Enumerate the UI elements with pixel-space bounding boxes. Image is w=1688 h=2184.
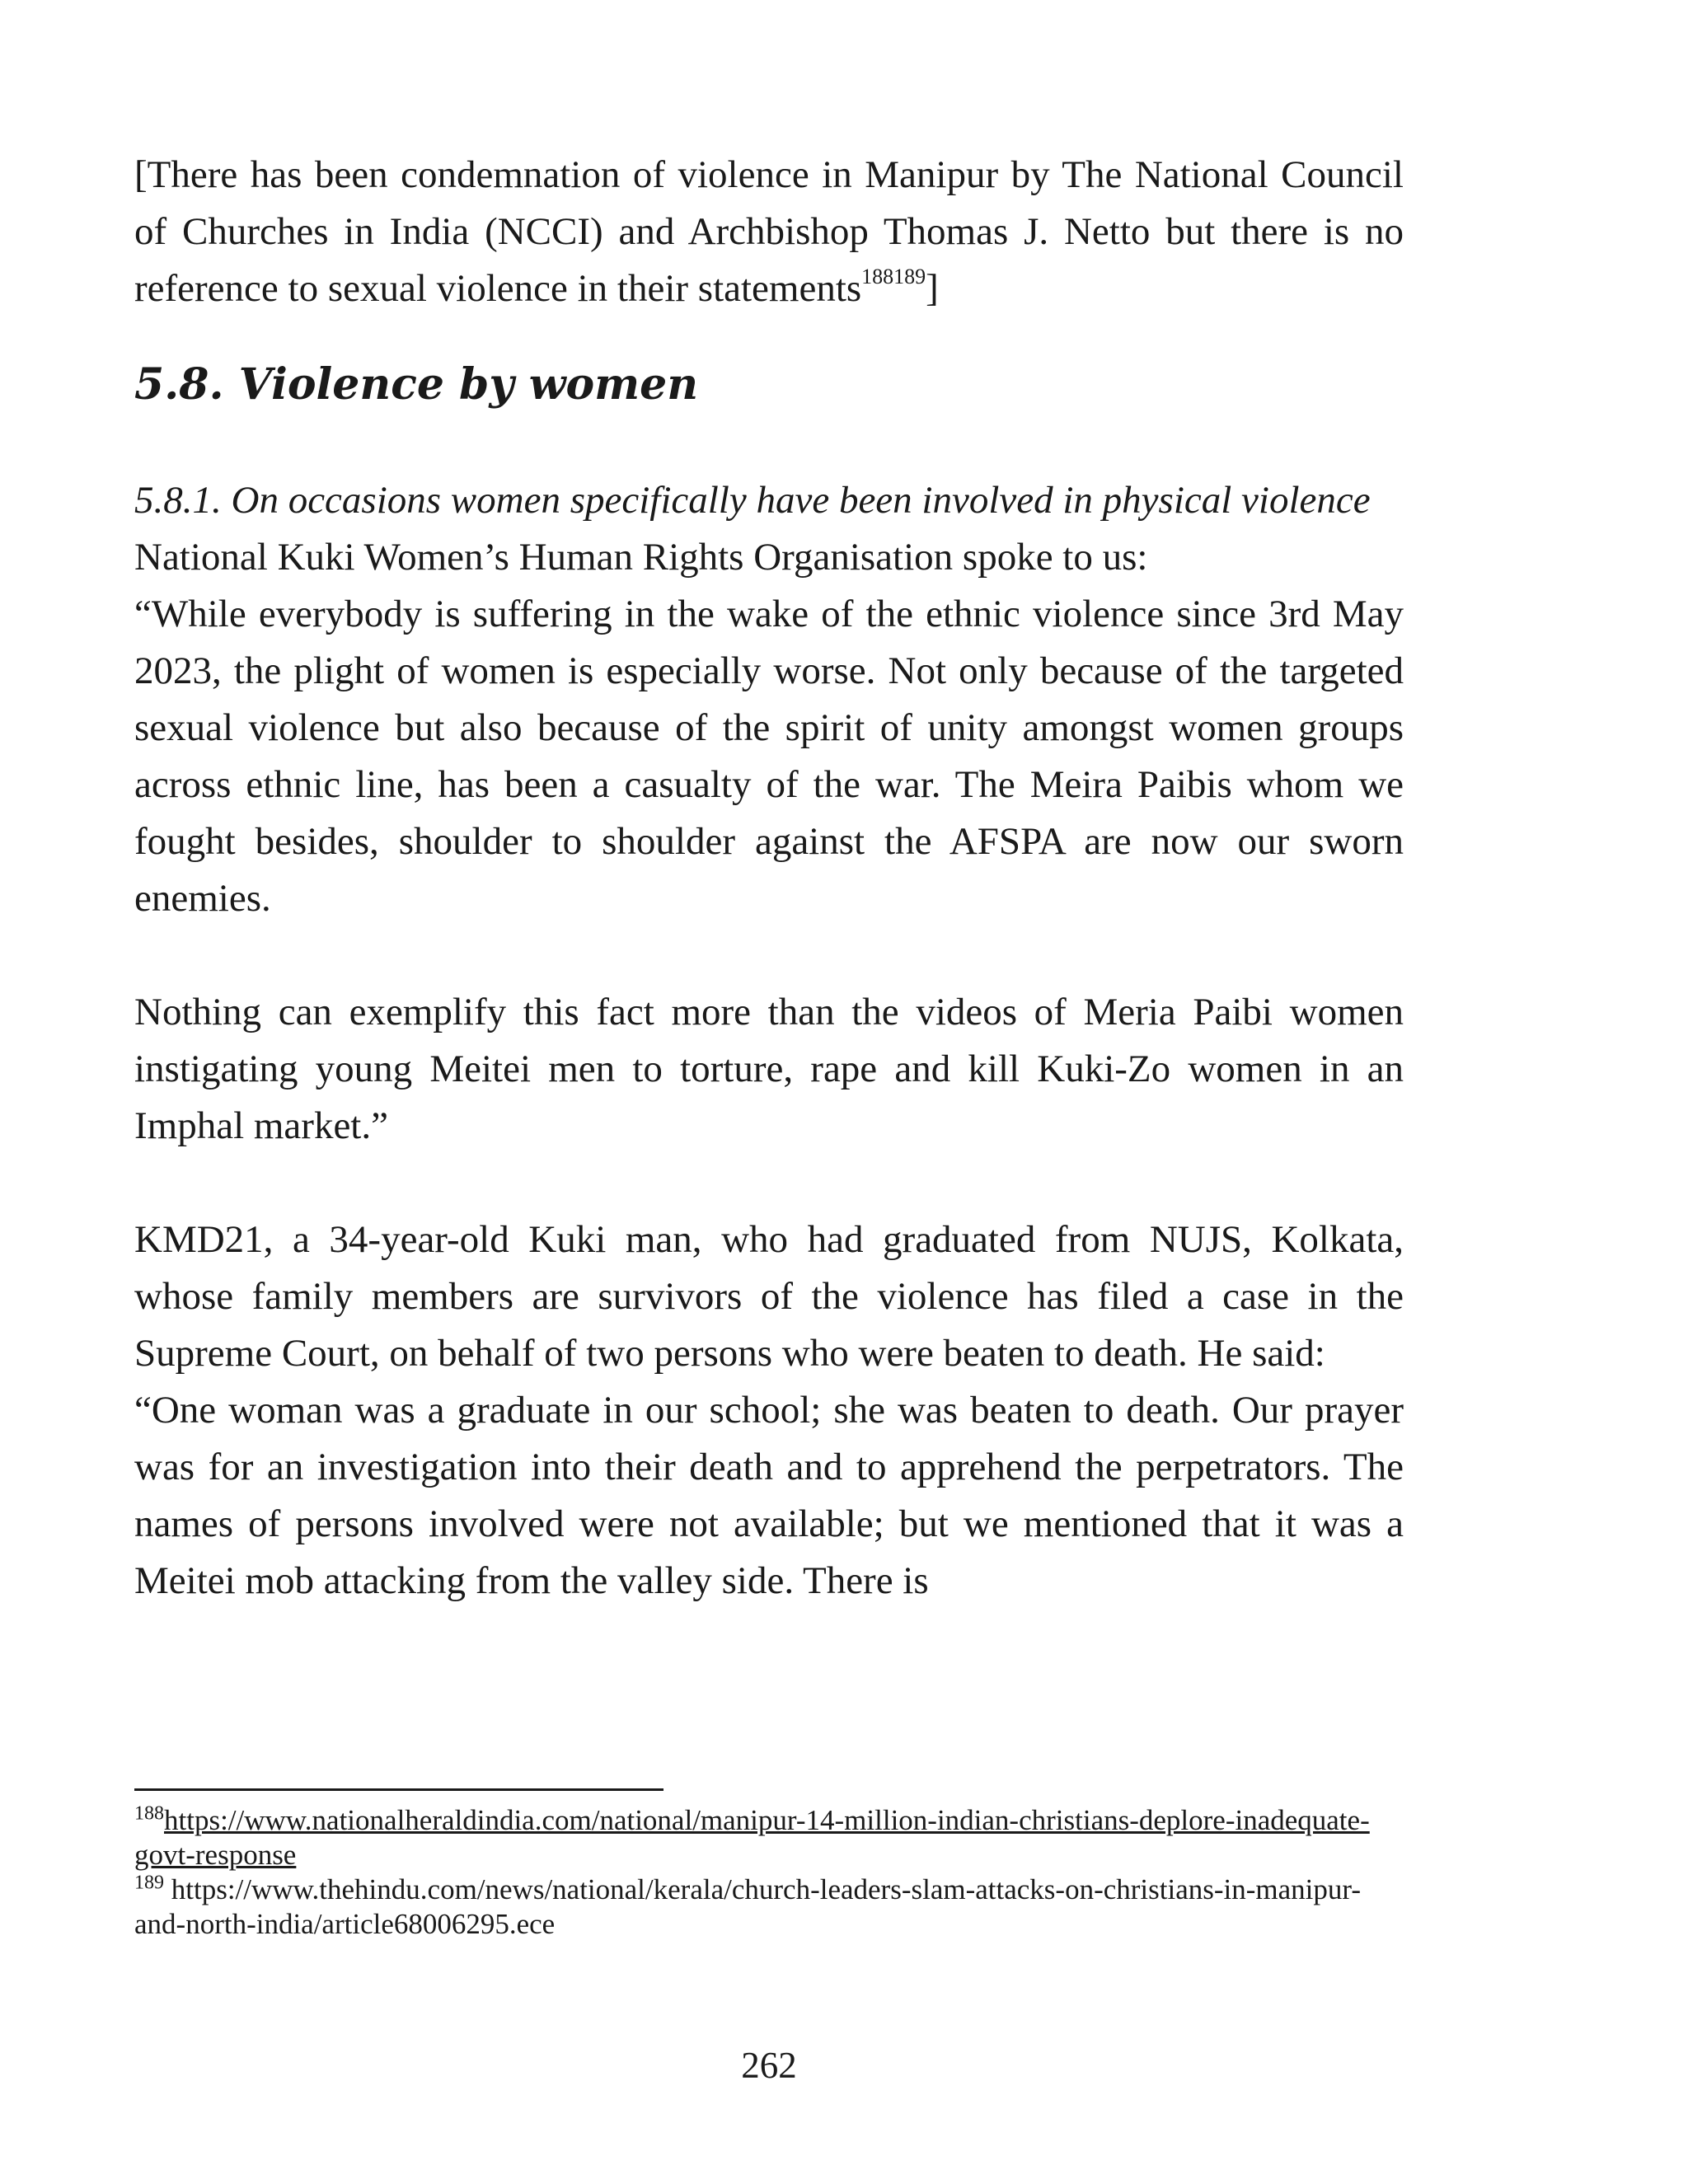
quote-paragraph-1: “While everybody is suffering in the wake of the ethnic violence since 3rd May 2023, the plight of women is especially worse. Not only because of the targeted sexual violence but also because of the spirit of unity amongst women groups across ethnic line, has been a casualty of the war. The Meira Paibis whom we fought besides, shoulder to shoulder against the AFSPA are now our sworn enemies. — [134, 593, 1404, 920]
page-number: 262 — [741, 2045, 797, 2086]
footnote-reference[interactable]: 188189 — [861, 265, 926, 289]
intro-closing-bracket: ] — [926, 267, 939, 310]
footnote-link[interactable]: https://www.nationalheraldindia.com/national/manipur-14-million-indian-christians-deplore-inadequate-govt-response — [134, 1804, 1370, 1871]
attribution-line: National Kuki Women’s Human Rights Organisation spoke to us: — [134, 536, 1148, 579]
paragraph-spacer — [134, 1155, 1404, 1212]
footnote-number: 188 — [134, 1802, 164, 1825]
subsection-heading: 5.8.1. On occasions women specifically have been involved in physical violence — [134, 479, 1371, 522]
quote-paragraph-2: Nothing can exemplify this fact more than the videos of Meria Paibi women instigating young Meitei men to torture, rape and kill Kuki-Zo women in an Imphal market.” — [134, 991, 1404, 1147]
footnote-189 — [134, 1872, 1404, 1942]
footnote-number: 189 — [134, 1872, 164, 1894]
intro-paragraph — [134, 147, 1404, 317]
footnote-188 — [134, 1803, 1404, 1872]
intro-text: [There has been condemnation of violence in Manipur by The National Council of Churches in India (NCCI) and Archbishop Thomas J. Netto but there is no reference to sexual violence in their statements — [134, 153, 1404, 310]
section-body — [134, 472, 1404, 1610]
section-heading: 5.8. Violence by women — [134, 359, 699, 410]
kmd21-paragraph: KMD21, a 34-year-old Kuki man, who had graduated from NUJS, Kolkata, whose family members are survivors of the violence has filed a case in the Supreme Court, on behalf of two persons who were beaten to death. He said: — [134, 1218, 1404, 1375]
footnotes — [134, 1803, 1404, 1942]
footnote-url-text[interactable]: https://www.thehindu.com/news/national/kerala/church-leaders-slam-attacks-on-christians-in-manipur-and-north-india/article68006295.ece — [134, 1873, 1361, 1940]
paragraph-spacer — [134, 927, 1404, 984]
footnote-divider — [134, 1788, 663, 1791]
quote-paragraph-3: “One woman was a graduate in our school; she was beaten to death. Our prayer was for an investigation into their death and to apprehend the perpetrators. The names of persons involved were not available; but we mentioned that it was a Meitei mob attacking from the valley side. There is — [134, 1389, 1404, 1602]
